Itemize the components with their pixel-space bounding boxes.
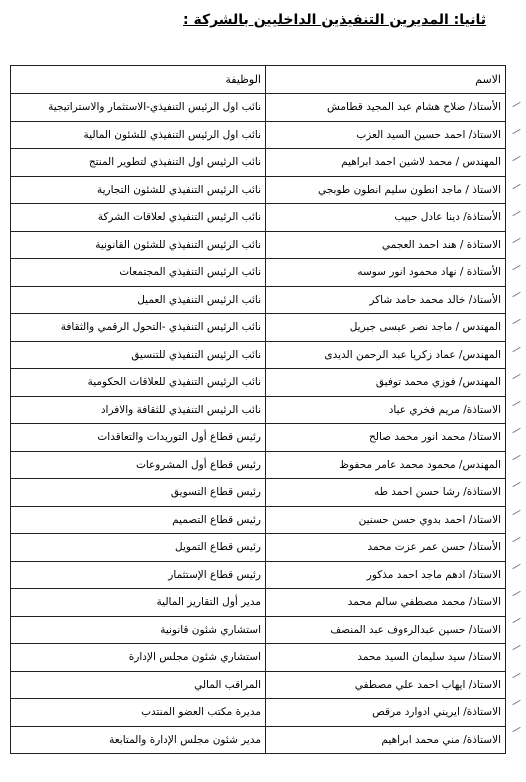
cell-title: نائب الرئيس التنفيذي -التحول الرقمي والثقافة bbox=[11, 314, 266, 342]
cell-title: رئيس قطاع التمويل bbox=[11, 534, 266, 562]
cell-name: الاستاذ/ محمد مصطفي سالم محمد bbox=[266, 589, 506, 617]
cell-name: الاستاذ/ حسين عبدالرءوف عبد المنصف bbox=[266, 616, 506, 644]
cell-name: الاستاذ/ ايهاب احمد علي مصطفي bbox=[266, 671, 506, 699]
tick-mark bbox=[508, 500, 526, 527]
table-row bbox=[11, 671, 506, 699]
cell-name: الاستاذ/ احمد حسين السيد العزب bbox=[266, 121, 506, 149]
cell-title: نائب اول الرئيس التنفيذي-الاستثمار والاستراتيجية bbox=[11, 94, 266, 122]
cell-name: الاستاذة/ رشا حسن احمد طه bbox=[266, 479, 506, 507]
margin-tick-marks bbox=[508, 65, 526, 744]
header-name: الاسم bbox=[266, 66, 506, 94]
table-row bbox=[11, 149, 506, 177]
cell-title: نائب الرئيس التنفيذي لعلاقات الشركة bbox=[11, 204, 266, 232]
tick-mark bbox=[508, 418, 526, 445]
cell-title: نائب اول الرئيس التنفيذي للشئون المالية bbox=[11, 121, 266, 149]
tick-mark bbox=[508, 608, 526, 635]
cell-name: المهندس / ماجد نصر عيسى جبريل bbox=[266, 314, 506, 342]
tick-mark bbox=[508, 391, 526, 418]
section-heading: ثانيا: المديرين التنفيذين الداخليين بالشركة : bbox=[182, 12, 486, 28]
table-row bbox=[11, 396, 506, 424]
cell-title: رئيس قطاع الإستثمار bbox=[11, 561, 266, 589]
tick-mark bbox=[508, 717, 526, 744]
cell-title: رئيس قطاع التسويق bbox=[11, 479, 266, 507]
tick-mark bbox=[508, 472, 526, 499]
cell-name: الاستاذ/ محمد انور محمد صالح bbox=[266, 424, 506, 452]
tick-mark bbox=[508, 309, 526, 336]
table-row bbox=[11, 644, 506, 672]
tick-mark bbox=[508, 527, 526, 554]
table-row bbox=[11, 94, 506, 122]
header-title: الوظيفة bbox=[11, 66, 266, 94]
tick-mark bbox=[508, 690, 526, 717]
tick-mark bbox=[508, 255, 526, 282]
tick-mark bbox=[508, 337, 526, 364]
cell-title: نائب الرئيس التنفيذي للعلاقات الحكومية bbox=[11, 369, 266, 397]
cell-title: نائب الرئيس التنفيذي المجتمعات bbox=[11, 259, 266, 287]
tick-mark bbox=[508, 663, 526, 690]
cell-name: المهندس/ محمود محمد عامر محفوظ bbox=[266, 451, 506, 479]
table-row bbox=[11, 479, 506, 507]
tick-mark bbox=[508, 228, 526, 255]
cell-title: المراقب المالي bbox=[11, 671, 266, 699]
cell-name: الأستاذ/ خالد محمد حامد شاكر bbox=[266, 286, 506, 314]
tick-mark bbox=[508, 635, 526, 662]
table-row bbox=[11, 231, 506, 259]
cell-title: نائب الرئيس التنفيذي للشئون القانونية bbox=[11, 231, 266, 259]
cell-name: الاستاذة / هند احمد العجمي bbox=[266, 231, 506, 259]
table-row bbox=[11, 204, 506, 232]
table-row bbox=[11, 121, 506, 149]
cell-name: الأستاذة / نهاد محمود انور سوسه bbox=[266, 259, 506, 287]
cell-name: الاستاذة/ مريم فخري عياد bbox=[266, 396, 506, 424]
table-row bbox=[11, 534, 506, 562]
cell-title: مدير شئون مجلس الإدارة والمتابعة bbox=[11, 726, 266, 754]
cell-name: الأستاذة/ دينا عادل حبيب bbox=[266, 204, 506, 232]
table-row bbox=[11, 259, 506, 287]
table-row bbox=[11, 589, 506, 617]
tick-mark bbox=[508, 146, 526, 173]
table-row bbox=[11, 286, 506, 314]
table-row bbox=[11, 424, 506, 452]
cell-title: مديرة مكتب العضو المنتدب bbox=[11, 699, 266, 727]
table-row bbox=[11, 341, 506, 369]
table-row bbox=[11, 561, 506, 589]
table-header-row bbox=[11, 66, 506, 94]
tick-mark bbox=[508, 174, 526, 201]
cell-title: استشاري شئون مجلس الإدارة bbox=[11, 644, 266, 672]
cell-title: مدير أول التقارير المالية bbox=[11, 589, 266, 617]
cell-name: الأستاذ/ صلاح هشام عبد المجيد قطامش bbox=[266, 94, 506, 122]
cell-title: نائب الرئيس التنفيذي العميل bbox=[11, 286, 266, 314]
tick-mark bbox=[508, 201, 526, 228]
cell-name: الاستاذ/ احمد بدوي حسن حسنين bbox=[266, 506, 506, 534]
executives-table bbox=[10, 65, 506, 754]
cell-name: الاستاذ/ ادهم ماجد احمد مذكور bbox=[266, 561, 506, 589]
cell-title: استشاري شئون قانونية bbox=[11, 616, 266, 644]
cell-title: رئيس قطاع أول المشروعات bbox=[11, 451, 266, 479]
table-row bbox=[11, 176, 506, 204]
table-row bbox=[11, 726, 506, 754]
table-row bbox=[11, 506, 506, 534]
cell-title: نائب الرئيس التنفيذي للثقافة والافراد bbox=[11, 396, 266, 424]
cell-name: المهندس/ فوزي محمد توفيق bbox=[266, 369, 506, 397]
table-body bbox=[11, 94, 506, 754]
tick-mark bbox=[508, 119, 526, 146]
cell-name: المهندس/ عماد زكريا عبد الرحمن الديدى bbox=[266, 341, 506, 369]
table-row bbox=[11, 699, 506, 727]
cell-title: رئيس قطاع أول التوريدات والتعاقدات bbox=[11, 424, 266, 452]
tick-mark bbox=[508, 581, 526, 608]
table-row bbox=[11, 314, 506, 342]
cell-name: الاستاذ / ماجد انطون سليم انطون طوبجي bbox=[266, 176, 506, 204]
tick-mark bbox=[508, 364, 526, 391]
cell-title: نائب الرئيس التنفيذي للتنسيق bbox=[11, 341, 266, 369]
tick-mark bbox=[508, 445, 526, 472]
tick-mark bbox=[508, 282, 526, 309]
table-row bbox=[11, 369, 506, 397]
cell-name: المهندس / محمد لاشين احمد ابراهيم bbox=[266, 149, 506, 177]
table-row bbox=[11, 616, 506, 644]
cell-name: الاستاذة/ مني محمد ابراهيم bbox=[266, 726, 506, 754]
table-row bbox=[11, 451, 506, 479]
tick-mark bbox=[508, 92, 526, 119]
tick-mark bbox=[508, 554, 526, 581]
cell-title: نائب الرئيس اول التنفيذي لتطوير المنتج bbox=[11, 149, 266, 177]
cell-name: الاستاذة/ ايريني ادوارد مرقص bbox=[266, 699, 506, 727]
cell-name: الأستاذ/ حسن عمر عزت محمد bbox=[266, 534, 506, 562]
cell-title: نائب الرئيس التنفيذي للشئون التجارية bbox=[11, 176, 266, 204]
cell-name: الاستاذ/ سيد سليمان السيد محمد bbox=[266, 644, 506, 672]
cell-title: رئيس قطاع التصميم bbox=[11, 506, 266, 534]
